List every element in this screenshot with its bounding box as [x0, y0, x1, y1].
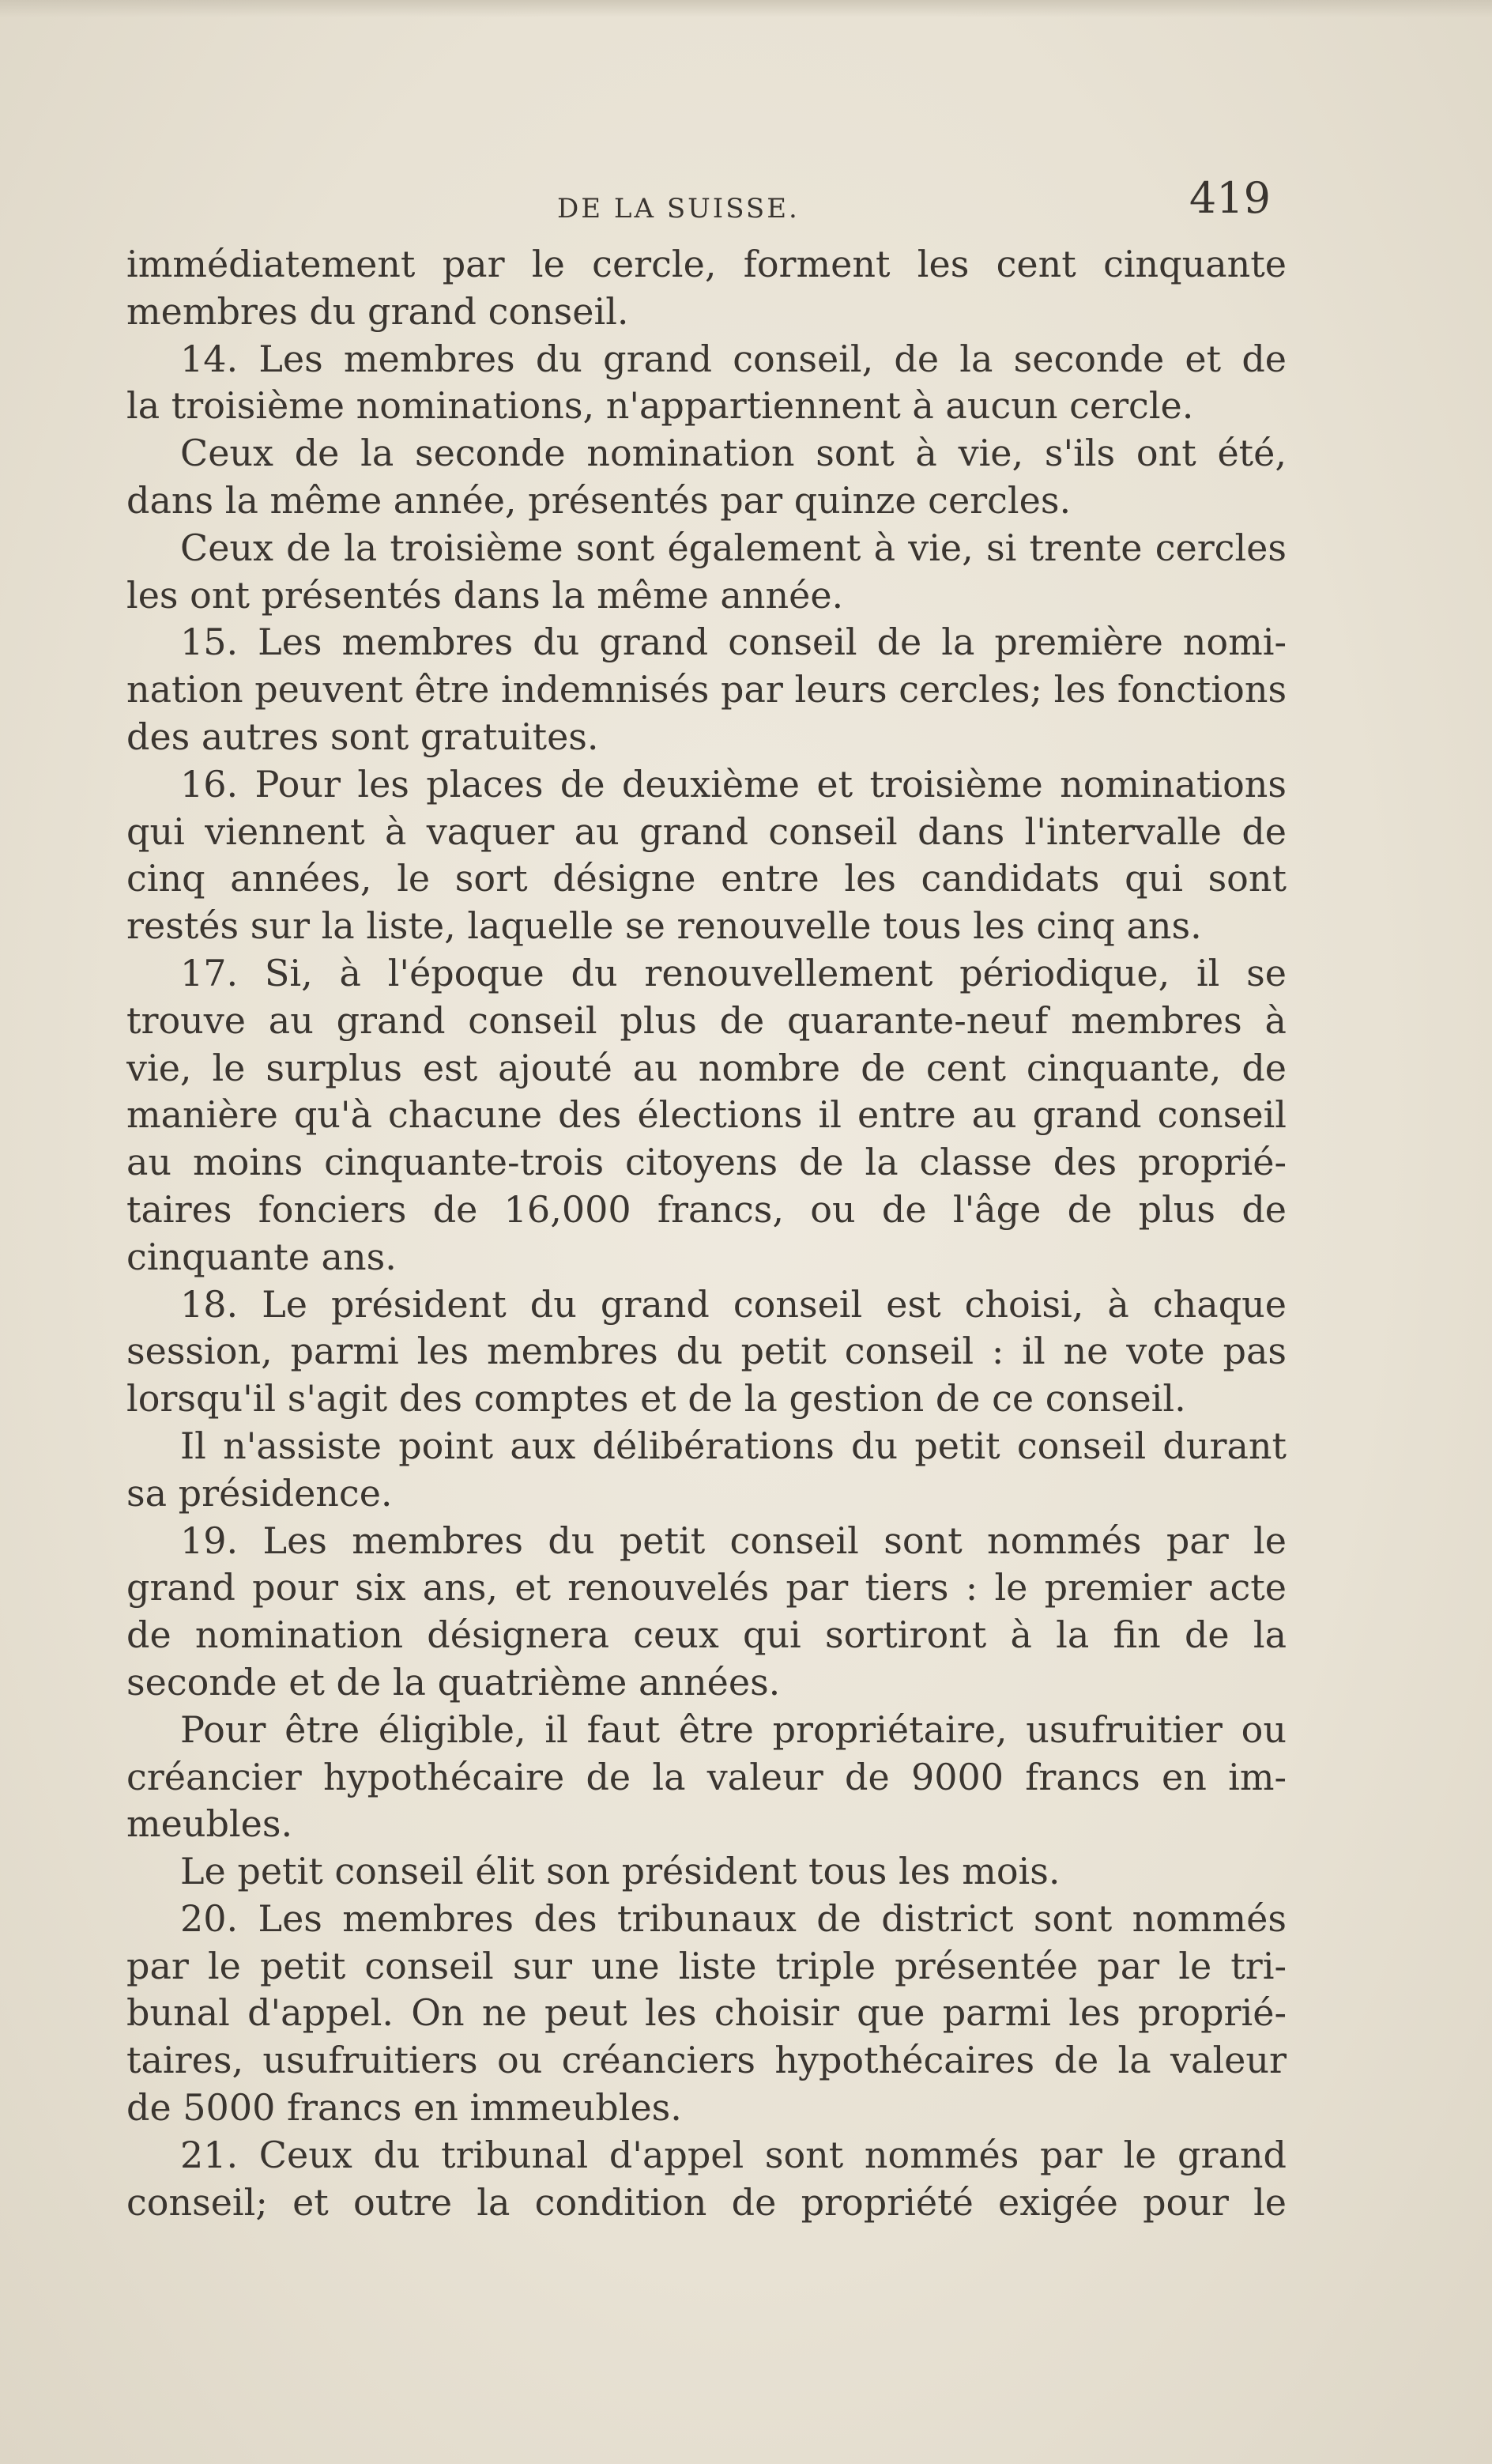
page-content: [126, 173, 1287, 2226]
text-line: manière qu'à chacune des élections il entre au grand conseil: [126, 1093, 1287, 1137]
text-line: 17. Si, à l'époque du renouvellement périodique, il se: [180, 951, 1287, 994]
text-line: Il n'assiste point aux délibérations du petit conseil durant: [180, 1424, 1287, 1467]
text-line: la troisième nominations, n'appartiennent à aucun cercle.: [126, 384, 1194, 428]
text-line: de nomination désignera ceux qui sortiront à la fin de la: [126, 1613, 1287, 1657]
page-number: 419: [1189, 173, 1271, 223]
text-line: Pour être éligible, il faut être propriétaire, usufruitier ou: [180, 1707, 1287, 1751]
text-line: 16. Pour les places de deuxième et troisième nominations: [180, 762, 1287, 806]
text-line: Ceux de la troisième sont également à vie, si trente cercles: [180, 526, 1287, 569]
text-line: qui viennent à vaquer au grand conseil dans l'intervalle de: [126, 809, 1287, 853]
body-text: [126, 241, 1287, 2226]
text-line: créancier hypothécaire de la valeur de 9000 francs en im-: [126, 1755, 1287, 1798]
text-line: sa présidence.: [126, 1471, 393, 1515]
text-line: seconde et de la quatrième années.: [126, 1660, 781, 1704]
text-line: conseil; et outre la condition de propriété exigée pour le: [126, 2180, 1287, 2224]
text-line: des autres sont gratuites.: [126, 715, 599, 758]
text-line: meubles.: [126, 1802, 293, 1846]
page-header: [126, 173, 1287, 241]
text-line: session, parmi les membres du petit conseil : il ne vote pas: [126, 1330, 1287, 1373]
text-line: cinq années, le sort désigne entre les candidats qui sont: [126, 857, 1287, 900]
text-line: 15. Les membres du grand conseil de la première nomi-: [180, 621, 1287, 664]
text-line: 18. Le président du grand conseil est choisi, à chaque: [180, 1282, 1287, 1326]
text-line: restés sur la liste, laquelle se renouvelle tous les cinq ans.: [126, 904, 1202, 948]
text-line: les ont présentés dans la même année.: [126, 573, 844, 617]
text-line: dans la même année, présentés par quinze cercles.: [126, 478, 1072, 522]
text-line: par le petit conseil sur une liste triple présentée par le tri-: [126, 1944, 1287, 1987]
text-line: cinquante ans.: [126, 1235, 397, 1278]
text-line: membres du grand conseil.: [126, 289, 629, 333]
text-line: de 5000 francs en immeubles.: [126, 2086, 682, 2130]
text-line: 21. Ceux du tribunal d'appel sont nommés par le grand: [180, 2133, 1287, 2176]
text-line: 19. Les membres du petit conseil sont nommés par le: [180, 1519, 1287, 1562]
text-line: 20. Les membres des tribunaux de district sont nommés: [180, 1896, 1287, 1940]
text-line: taires, usufruitiers ou créanciers hypothécaires de la valeur: [126, 2039, 1287, 2082]
text-line: taires fonciers de 16,000 francs, ou de l'âge de plus de: [126, 1187, 1287, 1231]
text-line: grand pour six ans, et renouvelés par tiers : le premier acte: [126, 1566, 1287, 1609]
text-line: bunal d'appel. On ne peut les choisir que parmi les proprié-: [126, 1991, 1287, 2035]
text-line: 14. Les membres du grand conseil, de la seconde et de: [180, 337, 1287, 380]
text-line: vie, le surplus est ajouté au nombre de cent cinquante, de: [126, 1046, 1287, 1089]
text-line: trouve au grand conseil plus de quarante-neuf membres à: [126, 998, 1287, 1042]
text-line: Ceux de la seconde nomination sont à vie, s'ils ont été,: [180, 432, 1287, 475]
running-head: DE LA SUISSE.: [557, 193, 800, 225]
page-top-shadow: [0, 0, 1492, 17]
text-line: au moins cinquante-trois citoyens de la classe des proprié-: [126, 1141, 1287, 1184]
text-line: immédiatement par le cercle, forment les cent cinquante: [126, 243, 1287, 285]
text-line: lorsqu'il s'agit des comptes et de la gestion de ce conseil.: [126, 1377, 1186, 1421]
text-line: nation peuvent être indemnisés par leurs cercles; les fonctions: [126, 668, 1287, 711]
text-line: Le petit conseil élit son président tous les mois.: [180, 1850, 1061, 1893]
